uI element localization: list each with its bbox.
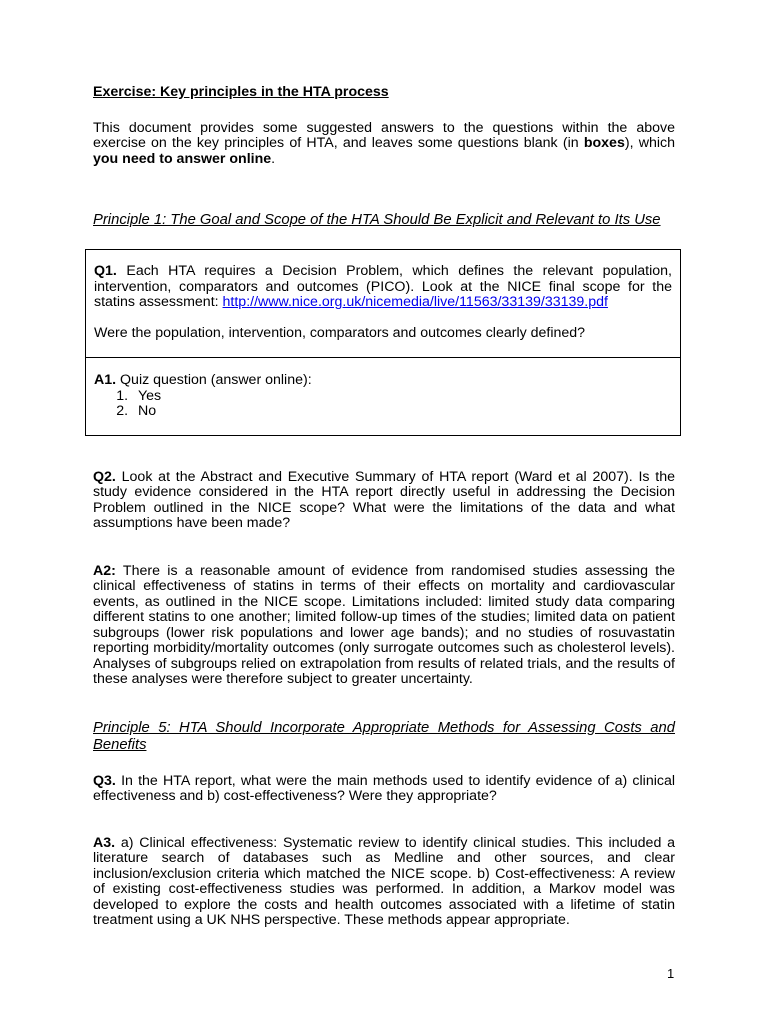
intro-paragraph <box>93 121 675 168</box>
q1-answer-box <box>85 249 681 436</box>
q1-section <box>86 250 680 358</box>
intro-text: This document provides some suggested answers to the questions within the above exercise on the key principles of HTA, and leaves some questions blank (in <box>93 119 675 151</box>
intro-boxes: boxes <box>583 135 625 151</box>
a1-section <box>86 358 680 435</box>
q3-paragraph <box>93 774 675 805</box>
q1-question: Were the population, intervention, comparators and outcomes clearly defined? <box>94 324 586 341</box>
document-page <box>93 85 675 929</box>
q3-text: In the HTA report, what were the main methods used to identify evidence of a) clinical effectiveness and b) cost-effectiveness? Were they appropriate? <box>93 772 675 804</box>
intro-emphasis: you need to answer online <box>93 150 272 167</box>
nice-scope-link[interactable]: http://www.nice.org.uk/nicemedia/live/11563/33139/33139.pdf <box>222 294 608 310</box>
page-number: 1 <box>667 966 675 981</box>
q1-text: Each HTA requires a Decision Problem, which defines the relevant population, intervention, comparators and outcomes (PICO). Look at the NICE final scope for the statins assessment: <box>94 263 672 310</box>
q2-text: Look at the Abstract and Executive Summary of HTA report (Ward et al 2007). Is the study evidence considered in the HTA report directly useful in addressing the Decision Problem outlined in the NICE scope? What were the limitations of the data and what assumptions have been made? <box>93 468 675 531</box>
a3-paragraph <box>93 836 675 929</box>
a2-text: There is a reasonable amount of evidence from randomised studies assessing the clinical effectiveness of statins in terms of their effects on mortality and cardiovascular events, as outlined in the NICE scope. Limitations included: limited study data comparing different statins to one another; limited follow-up times of the studies; limited data on patient subgroups (lower risk populations and lower age bands); and no studies of rosuvastatin reporting morbidity/mortality outcomes (only surrogate outcomes such as cholesterol levels). Analyses of subgroups relied on extrapolation from results of related trials, and the results of these analyses were therefore subject to greater uncertainty. <box>93 562 675 687</box>
a3-label: A3. <box>93 834 116 851</box>
a1-text: Quiz question (answer online): <box>116 372 312 388</box>
q3-label: Q3. <box>93 772 116 789</box>
principle-5-heading: Principle 5: HTA Should Incorporate Appropriate Methods for Assessing Costs and Benefits <box>93 719 675 753</box>
intro-period: . <box>271 150 276 167</box>
a1-option-no[interactable]: 2. No <box>132 404 672 420</box>
intro-text-mid: ), which <box>624 135 675 151</box>
q1-paragraph <box>94 264 672 311</box>
a1-label: A1. <box>94 372 117 388</box>
a1-paragraph <box>94 373 672 389</box>
a2-paragraph <box>93 564 675 688</box>
q2-paragraph <box>93 470 675 532</box>
principle-1-heading: Principle 1: The Goal and Scope of the HTA Should Be Explicit and Relevant to Its Use <box>93 212 661 228</box>
q1-label: Q1. <box>94 263 117 279</box>
document-title: Exercise: Key principles in the HTA process <box>93 84 389 100</box>
a1-options-list <box>94 389 672 420</box>
a3-text: a) Clinical effectiveness: Systematic review to identify clinical studies. This included a literature search of databases such as Medline and other sources, and clear inclusion/exclusion criteria which matched the NICE scope. b) Cost-effectiveness: A review of existing cost-effectiveness studies was performed. In addition, a Markov model was developed to explore the costs and health outcomes associated with a lifetime of statin treatment using a UK NHS perspective. These methods appear appropriate. <box>93 834 675 928</box>
a1-option-yes[interactable]: 1. Yes <box>132 389 672 405</box>
q2-label: Q2. <box>93 468 116 485</box>
a2-label: A2: <box>93 562 116 579</box>
